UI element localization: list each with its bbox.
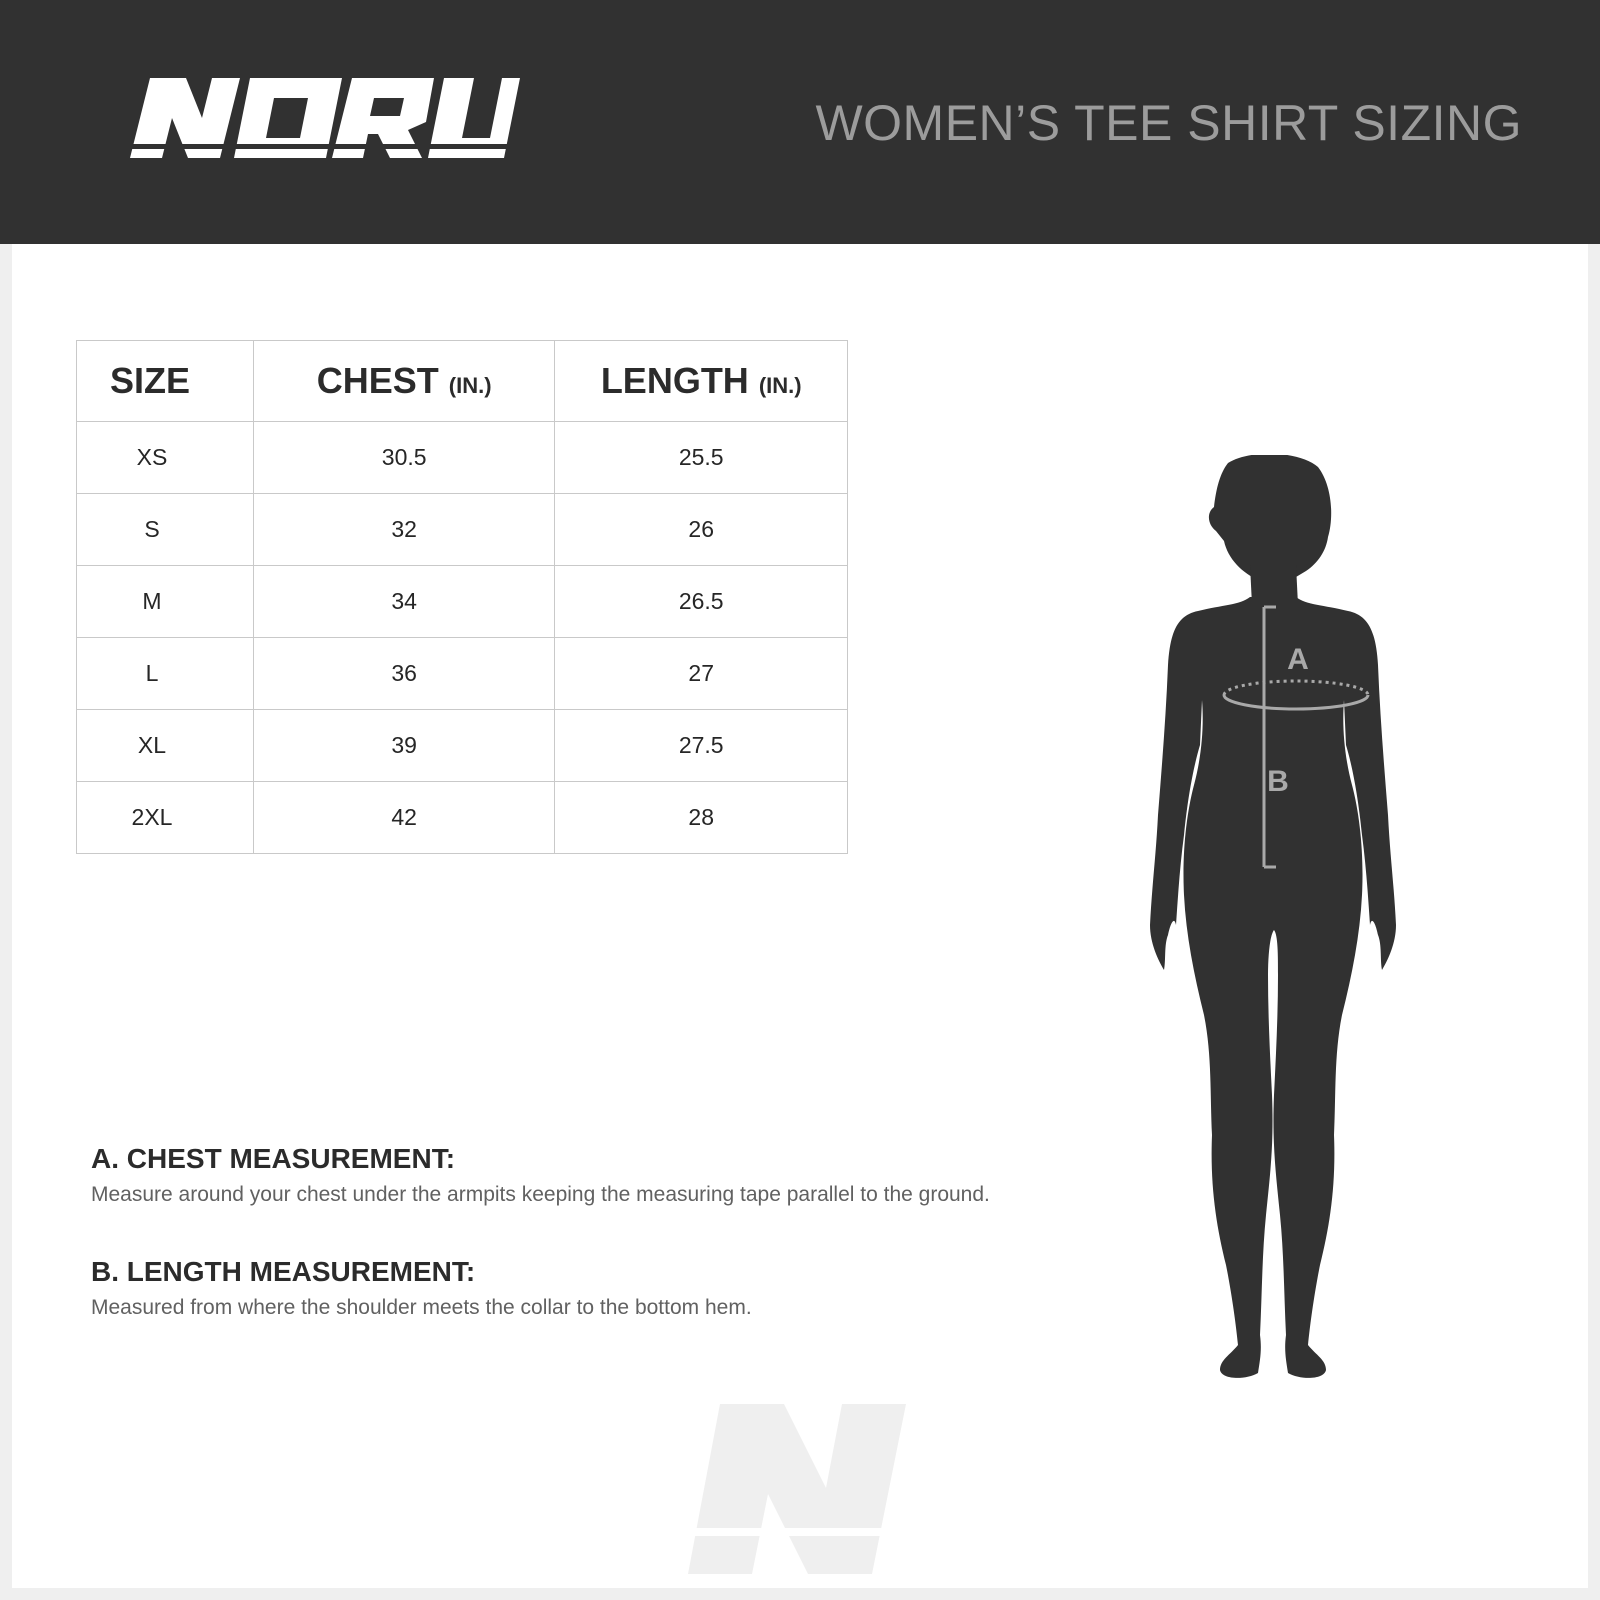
length-cell: 26.5 [555, 566, 848, 638]
table-row [77, 638, 848, 710]
length-note-text: Measured from where the shoulder meets the collar to the bottom hem. [91, 1296, 752, 1319]
size-cell: 2XL [77, 782, 254, 854]
female-silhouette-figure [1150, 455, 1430, 1415]
chest-note-title: A. CHEST MEASUREMENT: [91, 1143, 456, 1174]
chest-column-header: CHEST (IN.) [253, 341, 554, 422]
length-column-header: LENGTH (IN.) [555, 341, 848, 422]
silhouette-icon [1150, 455, 1396, 1378]
length-note-title: B. LENGTH MEASUREMENT: [91, 1256, 476, 1287]
noru-n-watermark [676, 1404, 926, 1582]
size-cell: XS [77, 422, 254, 494]
length-cell: 25.5 [555, 422, 848, 494]
table-row [77, 422, 848, 494]
label-b: B [1267, 765, 1289, 798]
length-cell: 27.5 [555, 710, 848, 782]
chest-cell: 32 [253, 494, 554, 566]
table-row [77, 710, 848, 782]
size-cell: M [77, 566, 254, 638]
chest-cell: 36 [253, 638, 554, 710]
length-measurement-note [91, 1256, 752, 1320]
chest-cell: 39 [253, 710, 554, 782]
table-row [77, 566, 848, 638]
size-cell: L [77, 638, 254, 710]
header-bar [0, 0, 1600, 244]
length-cell: 26 [555, 494, 848, 566]
chest-unit: (IN.) [448, 373, 492, 398]
size-cell: XL [77, 710, 254, 782]
chest-note-text: Measure around your chest under the armpits keeping the measuring tape parallel to the ground. [91, 1183, 990, 1206]
label-a: A [1287, 643, 1309, 676]
table-row [77, 494, 848, 566]
chest-measurement-note [91, 1143, 990, 1207]
noru-logo [128, 78, 520, 168]
size-chart-table [76, 340, 848, 854]
chest-cell: 42 [253, 782, 554, 854]
length-unit: (IN.) [758, 373, 802, 398]
table-header-row [77, 341, 848, 422]
size-column-header: SIZE [77, 341, 254, 422]
length-cell: 28 [555, 782, 848, 854]
size-cell: S [77, 494, 254, 566]
length-cell: 27 [555, 638, 848, 710]
page-title: WOMEN’S TEE SHIRT SIZING [815, 95, 1522, 151]
chest-cell: 30.5 [253, 422, 554, 494]
table-row [77, 782, 848, 854]
chest-cell: 34 [253, 566, 554, 638]
